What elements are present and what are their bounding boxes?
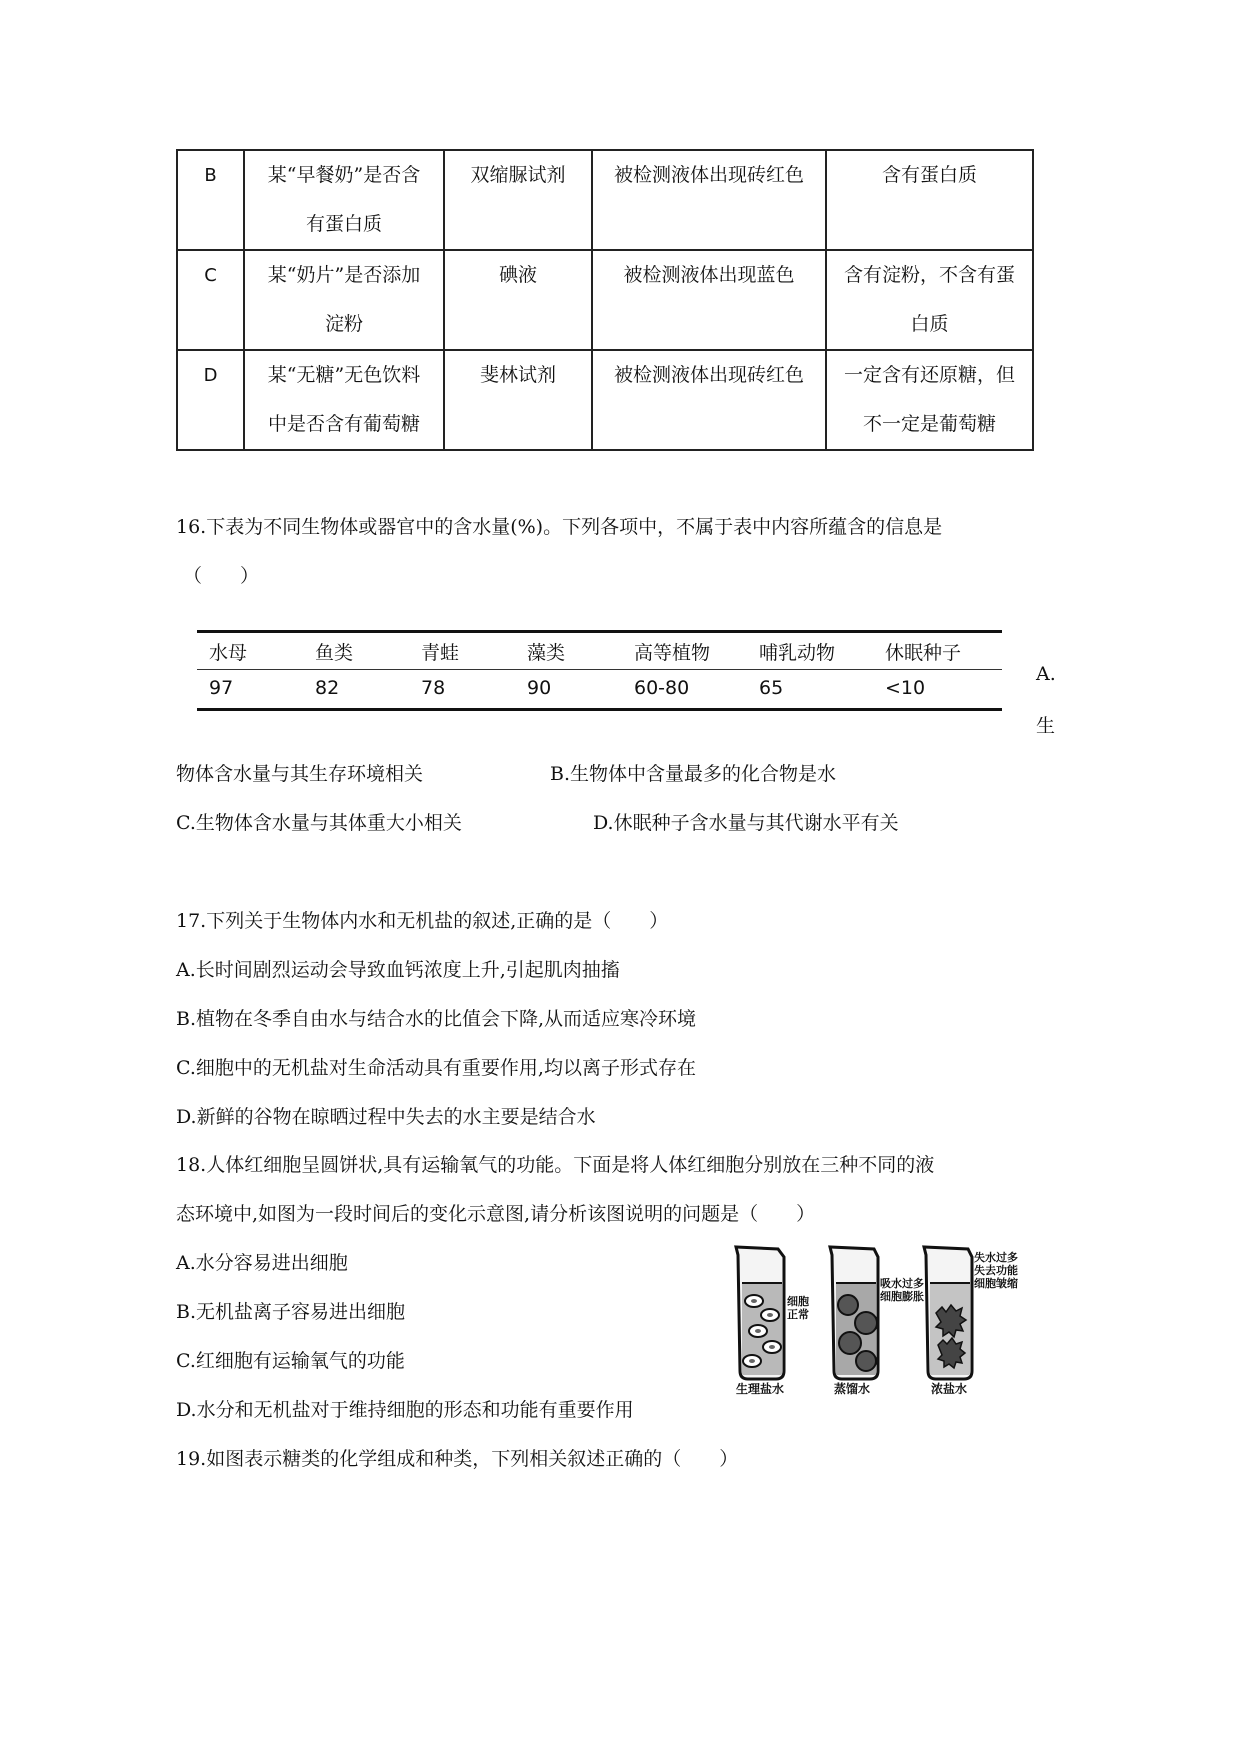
question-16-stem: 16.下表为不同生物体或器官中的含水量(%)。下列各项中，不属于表中内容所蕴含的信息是 xyxy=(176,516,943,538)
red-blood-cell-beaker-figure xyxy=(728,1243,1036,1401)
option-a: A.长时间剧烈运动会导致血钙浓度上升,引起肌肉抽搐 xyxy=(176,959,620,981)
water-content-table xyxy=(197,630,1002,712)
row-key: B xyxy=(177,150,244,250)
answer-paren: （ ） xyxy=(183,565,260,587)
beaker-note: 细胞 正常 xyxy=(787,1295,809,1321)
table-rule xyxy=(197,669,1002,670)
result: 被检测液体出现砖红色 xyxy=(592,350,826,450)
option-a: A.水分容易进出细胞 xyxy=(176,1252,348,1274)
conclusion: 一定含有还原糖，但 不一定是葡萄糖 xyxy=(826,350,1033,450)
header-cell: 鱼类 xyxy=(315,642,354,664)
value-cell: 65 xyxy=(759,677,784,699)
table-row xyxy=(177,150,1033,250)
option-b: B.植物在冬季自由水与结合水的比值会下降,从而适应寒冷环境 xyxy=(176,1008,697,1030)
option-d: D.水分和无机盐对于维持细胞的形态和功能有重要作用 xyxy=(176,1399,634,1421)
question-17-stem: 17.下列关于生物体内水和无机盐的叙述,正确的是（ ） xyxy=(176,910,669,932)
question-18-stem-line2: 态环境中,如图为一段时间后的变化示意图,请分析该图说明的问题是（ ） xyxy=(176,1203,816,1225)
value-cell: 97 xyxy=(209,677,234,699)
value-cell: 78 xyxy=(421,677,446,699)
question-18-stem-line1: 18.人体红细胞呈圆饼状,具有运输氧气的功能。下面是将人体红细胞分别放在三种不同的液 xyxy=(176,1154,935,1176)
row-key: C xyxy=(177,250,244,350)
beaker-note: 失水过多 失去功能 细胞皱缩 xyxy=(974,1251,1018,1290)
option-b: B.无机盐离子容易进出细胞 xyxy=(176,1301,406,1323)
option-b: B.生物体中含量最多的化合物是水 xyxy=(550,763,837,785)
table-row xyxy=(177,250,1033,350)
option-d: D.新鲜的谷物在晾晒过程中失去的水主要是结合水 xyxy=(176,1106,596,1128)
header-cell: 水母 xyxy=(209,642,248,664)
header-cell: 高等植物 xyxy=(634,642,711,664)
test-item: 某“奶片”是否添加 淀粉 xyxy=(244,250,444,350)
header-cell: 休眠种子 xyxy=(885,642,962,664)
result: 被检测液体出现砖红色 xyxy=(592,150,826,250)
table-rule xyxy=(197,630,1002,633)
conclusion: 含有蛋白质 xyxy=(826,150,1033,250)
reagent: 碘液 xyxy=(444,250,592,350)
row-key: D xyxy=(177,350,244,450)
reagent: 斐林试剂 xyxy=(444,350,592,450)
option-c: C.生物体含水量与其体重大小相关 xyxy=(176,812,462,834)
test-item: 某“无糖”无色饮料 中是否含有葡萄糖 xyxy=(244,350,444,450)
header-cell: 青蛙 xyxy=(421,642,460,664)
header-cell: 藻类 xyxy=(527,642,566,664)
option-a-rest: 物体含水量与其生存环境相关 xyxy=(176,763,424,785)
beaker-caption: 蒸馏水 xyxy=(834,1382,871,1396)
beaker-caption: 浓盐水 xyxy=(931,1382,968,1396)
option-a-wrap: 生 xyxy=(1036,715,1056,737)
option-c: C.红细胞有运输氧气的功能 xyxy=(176,1350,405,1372)
option-table xyxy=(176,149,1034,451)
value-cell: <10 xyxy=(885,677,926,699)
test-item: 某“早餐奶”是否含 有蛋白质 xyxy=(244,150,444,250)
option-c: C.细胞中的无机盐对生命活动具有重要作用,均以离子形式存在 xyxy=(176,1057,696,1079)
beaker-note: 吸水过多 细胞膨胀 xyxy=(880,1277,924,1303)
reagent: 双缩脲试剂 xyxy=(444,150,592,250)
conclusion: 含有淀粉，不含有蛋 白质 xyxy=(826,250,1033,350)
beaker-concentrated-saline xyxy=(924,1247,972,1379)
value-cell: 60-80 xyxy=(634,677,690,699)
beaker-distilled-water xyxy=(830,1247,878,1379)
result: 被检测液体出现蓝色 xyxy=(592,250,826,350)
option-d: D.休眠种子含水量与其代谢水平有关 xyxy=(593,812,899,834)
header-cell: 哺乳动物 xyxy=(759,642,836,664)
beaker-caption: 生理盐水 xyxy=(736,1382,785,1396)
value-cell: 90 xyxy=(527,677,552,699)
beaker-normal-saline xyxy=(736,1247,784,1379)
question-19-stem: 19.如图表示糖类的化学组成和种类，下列相关叙述正确的（ ） xyxy=(176,1448,739,1470)
table-row xyxy=(177,350,1033,450)
table-rule xyxy=(197,708,1002,711)
value-cell: 82 xyxy=(315,677,340,699)
option-a-prefix: A. xyxy=(1036,663,1056,685)
